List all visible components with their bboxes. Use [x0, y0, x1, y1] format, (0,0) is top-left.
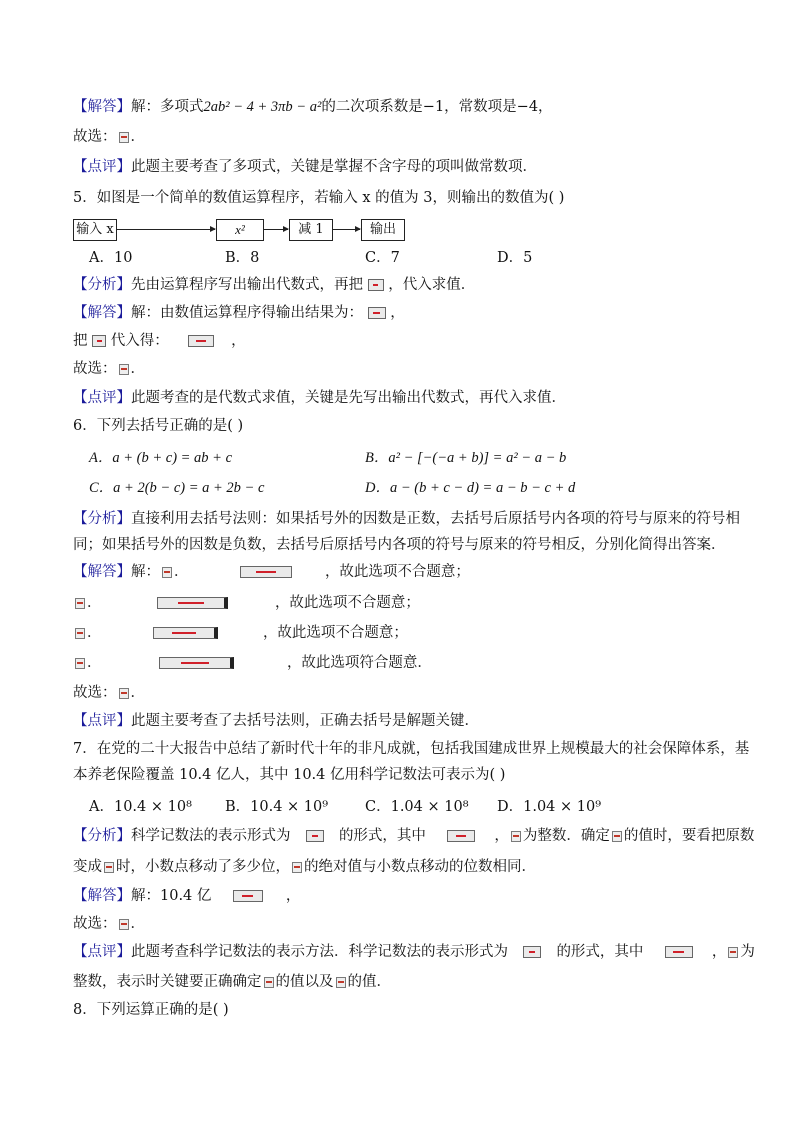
q5-review — [73, 388, 566, 408]
substitute-text: ， — [231, 333, 246, 349]
formula-image — [523, 946, 541, 958]
q4-review-line — [73, 157, 537, 177]
q5-substitute — [73, 331, 246, 351]
period: ． — [130, 685, 145, 701]
analysis-text: 为整数．确定 — [522, 828, 610, 844]
choose-label: 故选： — [73, 361, 117, 377]
choose-label: 故选： — [73, 916, 117, 932]
analysis-text: 的绝对值与小数点移动的位数相同． — [304, 859, 536, 875]
q5-option-c: C．7 — [365, 250, 400, 266]
review-text: 此题考查的是代数式求值，关键是先写出输出代数式，再代入求值． — [131, 390, 566, 406]
q6-answer-d — [73, 653, 432, 673]
review-text: 此题考查科学记数法的表示方法．科学记数法的表示形式为 — [131, 944, 508, 960]
period: ． — [174, 564, 189, 580]
symbol-image-icon — [104, 862, 114, 873]
q6-answer-a — [73, 562, 470, 582]
answer-image-icon — [119, 919, 129, 930]
answer-text: 解：10.4 亿 — [131, 888, 212, 904]
answer-text: ， — [390, 305, 405, 321]
answer-tag: 【解答】 — [73, 99, 131, 115]
formula-image — [92, 335, 106, 347]
formula-image — [233, 890, 263, 902]
flow-arrow — [116, 229, 215, 230]
q6-analysis-1 — [73, 509, 740, 529]
q4-choose-line — [73, 127, 145, 147]
analysis-text: 的值时，要看把原数 — [623, 828, 755, 844]
answer-tag: 【解答】 — [73, 305, 131, 321]
q6-answer-c — [73, 623, 408, 643]
review-text: 为 — [740, 944, 755, 960]
formula-image — [159, 657, 234, 669]
q5-option-d: D．5 — [497, 250, 533, 266]
substitute-text: 把 — [73, 333, 88, 349]
formula-image — [153, 627, 218, 639]
q7-option-b: B．10.4 × 10⁹ — [225, 799, 329, 815]
q7-stem-1: 7．在党的二十大报告中总结了新时代十年的非凡成就，包括我国建成世界上规模最大的社会保障体系，基 — [73, 741, 750, 757]
q6-choose-line — [73, 683, 145, 703]
formula-image — [368, 279, 384, 291]
q7-review-2 — [73, 972, 391, 992]
period: ． — [87, 625, 102, 641]
analysis-text: 的形式，其中 — [338, 828, 426, 844]
review-text: 的值以及 — [275, 974, 334, 990]
period: ． — [130, 916, 145, 932]
q6-option-a: A．a + (b + c) = ab + c — [89, 450, 233, 466]
q7-answer — [73, 886, 300, 906]
formula-image — [157, 597, 228, 609]
q6-option-b: B．a² − [−(−a + b)] = a² − a − b — [365, 450, 567, 466]
verdict-text: ，故此选项不合题意； — [262, 625, 408, 641]
review-tag: 【点评】 — [73, 159, 131, 175]
option-label-icon — [75, 628, 85, 639]
formula-image — [188, 335, 214, 347]
q6-stem: 6．下列去括号正确的是( ) — [73, 418, 244, 434]
q6-analysis-2: 同；如果括号外的因数是负数，去括号后原括号内各项的符号与原来的符号相反，分别化简得出答案． — [73, 537, 726, 553]
q7-option-d: D．1.04 × 10⁹ — [497, 799, 602, 815]
answer-tag: 【解答】 — [73, 564, 131, 580]
review-text: 此题主要考查了多项式，关键是掌握不含字母的项叫做常数项． — [131, 159, 537, 175]
review-text: ， — [711, 944, 727, 960]
q7-option-a: A．10.4 × 10⁸ — [89, 799, 192, 815]
q7-analysis-2 — [73, 857, 536, 877]
analysis-text: ， — [494, 828, 509, 844]
q7-stem-2: 本养老保险覆盖 10.4 亿人，其中 10.4 亿用科学记数法可表示为( ) — [73, 767, 506, 783]
period: ． — [130, 361, 145, 377]
symbol-image-icon — [728, 947, 738, 958]
period: ． — [130, 129, 145, 145]
symbol-image-icon — [612, 831, 622, 842]
answer-text: 的二次项系数是−1，常数项是−4， — [321, 99, 553, 115]
flow-square-box: x² — [216, 219, 264, 241]
flow-input-box: 输入 x — [73, 219, 117, 241]
q5-answer — [73, 303, 405, 323]
option-label-icon — [75, 598, 85, 609]
answer-image-icon — [119, 364, 129, 375]
formula-image — [306, 830, 324, 842]
q7-review-1 — [73, 942, 755, 962]
flow-minus-box: 减 1 — [289, 219, 333, 241]
analysis-text: 先由运算程序写出输出代数式，再把 — [131, 277, 363, 293]
review-tag: 【点评】 — [73, 390, 131, 406]
q5-analysis — [73, 275, 475, 295]
answer-text: 解：多项式 — [131, 99, 204, 115]
analysis-text: ，代入求值． — [388, 277, 476, 293]
period: ． — [87, 595, 102, 611]
analysis-tag: 【分析】 — [73, 828, 131, 844]
q4-answer-line — [73, 97, 553, 117]
flow-arrow — [263, 229, 288, 230]
q6-review — [73, 711, 479, 731]
answer-text: ， — [285, 888, 301, 904]
q7-choose-line — [73, 914, 145, 934]
flow-arrow — [332, 229, 360, 230]
analysis-text: 科学记数法的表示形式为 — [131, 828, 291, 844]
verdict-text: ，故此选项不合题意； — [324, 564, 470, 580]
q7-analysis-1 — [73, 826, 754, 846]
analysis-tag: 【分析】 — [73, 277, 131, 293]
review-text: 的形式，其中 — [556, 944, 644, 960]
formula-image — [240, 566, 292, 578]
analysis-text: 直接利用去括号法则：如果括号外的因数是正数，去括号后原括号内各项的符号与原来的符号相 — [131, 511, 740, 527]
option-label-icon — [162, 567, 172, 578]
q8-stem: 8．下列运算正确的是( ) — [73, 1002, 229, 1018]
review-text: 此题主要考查了去括号法则，正确去括号是解题关键． — [131, 713, 479, 729]
formula-image — [368, 307, 386, 319]
answer-image-icon — [119, 132, 129, 143]
choose-label: 故选： — [73, 685, 117, 701]
q6-option-d: D．a − (b + c − d) = a − b − c + d — [365, 480, 576, 496]
symbol-image-icon — [264, 977, 274, 988]
analysis-text: 变成 — [73, 859, 102, 875]
substitute-text: 代入得： — [110, 333, 169, 349]
symbol-image-icon — [336, 977, 346, 988]
analysis-tag: 【分析】 — [73, 511, 131, 527]
q6-option-c: C．a + 2(b − c) = a + 2b − c — [89, 480, 265, 496]
q5-stem: 5．如图是一个简单的数值运算程序，若输入 x 的值为 3，则输出的数值为( ) — [73, 190, 565, 206]
q5-option-a: A．10 — [89, 250, 133, 266]
period: ． — [87, 655, 102, 671]
answer-tag: 【解答】 — [73, 888, 131, 904]
formula-image — [447, 830, 475, 842]
review-text: 整数，表示时关键要正确确定 — [73, 974, 262, 990]
q5-choose-line — [73, 359, 145, 379]
review-text: 的值． — [347, 974, 391, 990]
answer-text: 解： — [131, 564, 160, 580]
polynomial-expression: 2ab² − 4 + 3πb − a² — [203, 99, 322, 115]
flow-output-box: 输出 — [361, 219, 405, 241]
symbol-image-icon — [292, 862, 302, 873]
choose-label: 故选： — [73, 129, 117, 145]
review-tag: 【点评】 — [73, 713, 131, 729]
option-label-icon — [75, 658, 85, 669]
q6-answer-b — [73, 593, 420, 613]
review-tag: 【点评】 — [73, 944, 131, 960]
q7-option-c: C．1.04 × 10⁸ — [365, 799, 469, 815]
symbol-image-icon — [511, 831, 521, 842]
verdict-text: ，故此选项不合题意； — [274, 595, 420, 611]
answer-image-icon — [119, 688, 129, 699]
q5-option-b: B．8 — [225, 250, 260, 266]
analysis-text: 时，小数点移动了多少位， — [116, 859, 290, 875]
answer-text: 解：由数值运算程序得输出结果为： — [131, 305, 363, 321]
verdict-text: ，故此选项符合题意． — [286, 655, 432, 671]
formula-image — [665, 946, 693, 958]
